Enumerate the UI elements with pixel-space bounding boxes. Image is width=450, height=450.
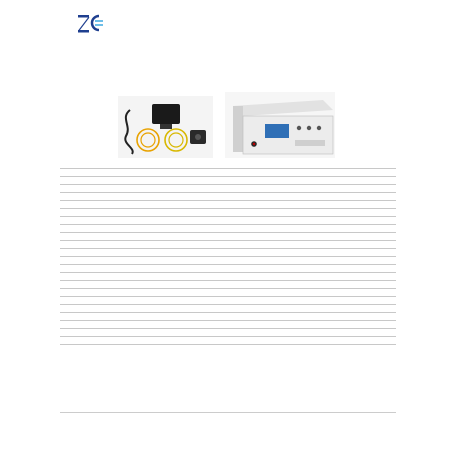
table-cell [336,217,396,225]
table-cell [278,273,336,281]
footer-divider [60,412,396,413]
intro-paragraph [60,62,394,92]
table-cell [278,193,336,201]
table-row [60,305,396,313]
table-cell [60,321,120,329]
table-cell [222,345,278,353]
table-cell [278,209,336,217]
table-row [60,225,396,233]
table-cell [242,369,296,376]
table-cell [60,257,120,265]
table-cell [60,209,120,217]
table-cell [120,193,166,201]
table-cell [222,289,278,297]
ordering-table [60,362,396,397]
table-cell [156,383,242,390]
table-cell [336,305,396,313]
table-cell [166,273,222,281]
table-cell [278,257,336,265]
table-cell [166,297,222,305]
table-cell [166,313,222,321]
table-cell [296,369,346,376]
table-row [60,185,396,193]
table-cell [120,225,166,233]
footer-line [60,421,360,428]
table-cell [222,209,278,217]
table-row [60,169,396,177]
table-cell [278,225,336,233]
table-cell [278,249,336,257]
table-cell [222,217,278,225]
table-cell [346,369,396,376]
table-cell [278,329,336,337]
table-cell [336,193,396,201]
table-cell [166,281,222,289]
table-cell [278,345,336,353]
table-cell [278,201,336,209]
table-cell [222,233,278,241]
table-cell [166,225,222,233]
table-cell [156,369,242,376]
table-cell [296,390,346,397]
table-cell [278,305,336,313]
table-row [60,297,396,305]
table-cell [242,383,296,390]
table-cell [60,217,120,225]
application-item [66,150,116,156]
table-cell [90,362,156,369]
table-cell [336,313,396,321]
footer-contact [60,414,360,435]
document-title [160,44,290,53]
table-cell [120,265,166,273]
table-cell [90,369,156,376]
table-row [60,329,396,337]
table-row [60,383,396,390]
table-cell [166,249,222,257]
ordering-heading [60,350,110,358]
table-cell [166,177,222,185]
table-cell [336,177,396,185]
table-cell [60,249,120,257]
table-cell [60,289,120,297]
table-cell [120,321,166,329]
table-cell [166,345,222,353]
table-cell [222,297,278,305]
table-cell [222,329,278,337]
table-cell [60,225,120,233]
table-cell [278,217,336,225]
table-cell [60,201,120,209]
table-cell [336,337,396,345]
table-cell [222,241,278,249]
table-cell [222,273,278,281]
table-cell [222,313,278,321]
table-cell [296,383,346,390]
table-cell [120,305,166,313]
table-row [60,281,396,289]
table-row [60,257,396,265]
product-photo-fiber-accessories [118,96,213,158]
feature-item [66,106,116,112]
table-cell [336,169,396,177]
table-cell [166,337,222,345]
table-cell [120,233,166,241]
table-cell [156,390,242,397]
table-cell [90,390,156,397]
table-cell [278,337,336,345]
table-cell [120,297,166,305]
table-cell [222,321,278,329]
table-row [60,337,396,345]
table-cell [120,209,166,217]
table-cell [278,169,336,177]
table-cell [60,376,90,383]
footer-line [60,414,360,421]
application-item [66,136,116,142]
table-cell [166,209,222,217]
feature-item [66,113,116,119]
table-cell [346,383,396,390]
page-number [378,416,392,423]
table-cell [120,289,166,297]
table-cell [120,345,166,353]
table-cell [60,265,120,273]
table-cell [90,383,156,390]
product-photo-benchtop-instrument [225,92,335,158]
table-cell [278,289,336,297]
table-cell [242,362,296,369]
table-cell [60,313,120,321]
table-row [60,321,396,329]
table-row [60,376,396,383]
features-heading [60,97,90,105]
table-row [60,313,396,321]
table-cell [166,305,222,313]
table-cell [222,185,278,193]
table-cell [60,329,120,337]
table-cell [296,376,346,383]
table-cell [120,281,166,289]
table-cell [120,177,166,185]
table-cell [242,376,296,383]
table-cell [336,321,396,329]
table-cell [336,201,396,209]
table-cell [166,265,222,273]
table-cell [278,321,336,329]
table-cell [166,185,222,193]
table-cell [278,281,336,289]
application-item [66,143,116,149]
table-cell [156,362,242,369]
table-cell [60,281,120,289]
company-name [112,14,262,22]
table-cell [336,209,396,217]
table-cell [120,337,166,345]
table-cell [336,241,396,249]
table-cell [60,305,120,313]
table-cell [120,273,166,281]
table-cell [60,185,120,193]
table-row [60,177,396,185]
table-cell [336,289,396,297]
table-row [60,193,396,201]
table-cell [60,233,120,241]
applications-heading [60,128,90,136]
table-cell [120,257,166,265]
table-cell [278,265,336,273]
table-cell [90,376,156,383]
table-cell [120,169,166,177]
table-cell [222,305,278,313]
table-cell [166,201,222,209]
table-row [60,233,396,241]
table-cell [222,193,278,201]
table-cell [120,241,166,249]
table-cell [166,169,222,177]
table-cell [278,177,336,185]
table-cell [336,329,396,337]
table-cell [60,241,120,249]
table-cell [60,390,90,397]
table-cell [166,241,222,249]
table-cell [166,321,222,329]
table-cell [166,233,222,241]
spec-table [60,168,396,352]
table-cell [336,297,396,305]
table-cell [120,249,166,257]
table-cell [278,185,336,193]
table-cell [120,329,166,337]
table-cell [166,217,222,225]
table-cell [60,362,90,369]
table-row [60,209,396,217]
footer-line [60,428,360,435]
table-row [60,217,396,225]
table-cell [222,225,278,233]
table-cell [166,289,222,297]
table-cell [60,383,90,390]
table-cell [296,362,346,369]
table-cell [60,193,120,201]
table-cell [336,185,396,193]
table-cell [242,390,296,397]
table-cell [222,177,278,185]
table-row [60,362,396,369]
table-cell [222,169,278,177]
table-cell [278,297,336,305]
table-cell [222,249,278,257]
table-cell [336,225,396,233]
table-cell [166,193,222,201]
table-row [60,241,396,249]
table-cell [222,265,278,273]
table-cell [222,337,278,345]
company-subtitle [112,24,282,30]
feature-item [66,120,116,126]
table-cell [336,249,396,257]
table-cell [120,185,166,193]
table-cell [120,313,166,321]
table-cell [60,169,120,177]
table-row [60,273,396,281]
table-cell [166,257,222,265]
table-cell [222,257,278,265]
table-cell [336,233,396,241]
table-cell [346,376,396,383]
table-row [60,345,396,353]
table-row [60,289,396,297]
applications-list [66,136,116,157]
table-cell [222,281,278,289]
table-row [60,369,396,376]
table-row [60,249,396,257]
table-cell [346,362,396,369]
table-cell [120,217,166,225]
table-cell [336,281,396,289]
table-cell [120,201,166,209]
table-cell [278,241,336,249]
table-row [60,390,396,397]
table-cell [60,369,90,376]
table-cell [278,233,336,241]
table-cell [346,390,396,397]
table-cell [336,345,396,353]
table-cell [60,297,120,305]
table-cell [60,177,120,185]
table-cell [278,313,336,321]
company-logo [77,13,107,35]
table-cell [156,376,242,383]
table-row [60,201,396,209]
table-cell [336,265,396,273]
table-row [60,265,396,273]
table-cell [60,273,120,281]
table-cell [336,257,396,265]
table-cell [60,337,120,345]
table-cell [222,201,278,209]
table-cell [166,329,222,337]
table-cell [336,273,396,281]
